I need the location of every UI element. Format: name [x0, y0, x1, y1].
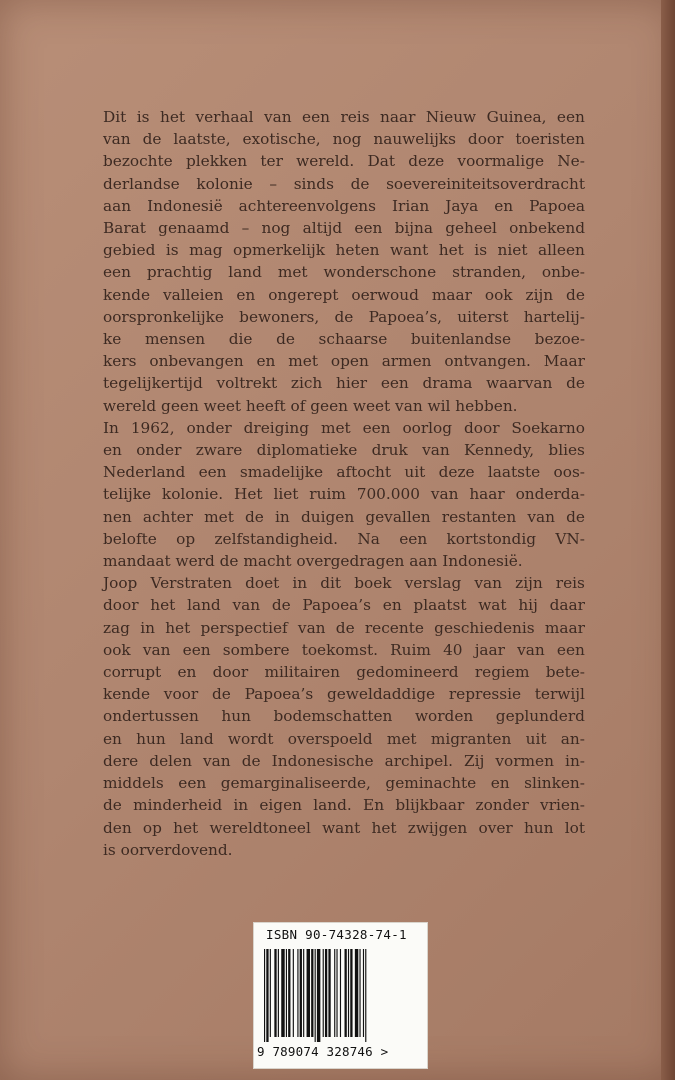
- blurb-line: derlandse kolonie – sinds de soevereiniteitsoverdracht: [103, 174, 585, 193]
- blurb-line: ke mensen die de schaarse buitenlandse bezoe-: [103, 330, 585, 349]
- blurb-line: middels een gemarginaliseerde, geminachte en slinken-: [103, 774, 585, 793]
- blurb-line: kers onbevangen en met open armen ontvangen. Maar: [103, 352, 585, 371]
- blurb-line: dere delen van de Indonesische archipel. Zij vormen in-: [103, 751, 585, 770]
- blurb-line: een prachtig land met wonderschone stranden, onbe-: [103, 263, 585, 282]
- blurb-line: Nederland een smadelijke aftocht uit deze laatste oos-: [103, 463, 585, 482]
- blurb-line: de minderheid in eigen land. En blijkbaar zonder vrien-: [103, 796, 585, 815]
- blurb-line: telijke kolonie. Het liet ruim 700.000 van haar onderda-: [103, 485, 585, 504]
- blurb-line: tegelijkertijd voltrekt zich hier een drama waarvan de: [103, 374, 585, 393]
- blurb-line: Barat genaamd – nog altijd een bijna geheel onbekend: [103, 219, 585, 238]
- blurb-line: is oorverdovend.: [103, 840, 233, 859]
- blurb-line: ook van een sombere toekomst. Ruim 40 jaar van een: [103, 640, 585, 659]
- blurb-line: van de laatste, exotische, nog nauwelijks door toeristen: [103, 130, 585, 149]
- blurb-text: [103, 106, 585, 861]
- blurb-line: gebied is mag opmerkelijk heten want het is niet alleen: [103, 241, 585, 260]
- blurb-line: Joop Verstraten doet in dit boek verslag van zijn reis: [103, 574, 585, 593]
- blurb-line: oorspronkelijke bewoners, de Papoea’s, uiterst hartelij-: [103, 307, 585, 326]
- blurb-line: nen achter met de in duigen gevallen restanten van de: [103, 507, 585, 526]
- blurb-line: en onder zware diplomatieke druk van Kennedy, blies: [103, 441, 585, 460]
- blurb-line: aan Indonesië achtereenvolgens Irian Jaya en Papoea: [103, 196, 585, 215]
- blurb-line: wereld geen weet heeft of geen weet van wil hebben.: [103, 396, 518, 415]
- blurb-line: kende voor de Papoea’s geweldaddige repressie terwijl: [103, 685, 585, 704]
- barcode-label: [253, 922, 428, 1069]
- blurb-line: kende valleien en ongerept oerwoud maar ook zijn de: [103, 285, 585, 304]
- blurb-line: corrupt en door militairen gedomineerd regiem bete-: [103, 663, 585, 682]
- blurb-line: Dit is het verhaal van een reis naar Nieuw Guinea, een: [103, 108, 585, 126]
- blurb-line: belofte op zelfstandigheid. Na een kortstondig VN-: [103, 529, 585, 548]
- ean-number: 9 789074 328746 >: [257, 1044, 389, 1059]
- blurb-line: door het land van de Papoea’s en plaatst wat hij daar: [103, 596, 585, 615]
- blurb-line: In 1962, onder dreiging met een oorlog door Soekarno: [103, 418, 585, 437]
- blurb-line: den op het wereldtoneel want het zwijgen over hun lot: [103, 818, 585, 837]
- blurb-line: zag in het perspectief van de recente geschiedenis maar: [103, 618, 585, 637]
- blurb-line: bezochte plekken ter wereld. Dat deze voormalige Ne-: [103, 152, 585, 171]
- cover-edge: [661, 0, 675, 1080]
- blurb-line: ondertussen hun bodemschatten worden geplunderd: [103, 707, 585, 726]
- barcode-icon: [262, 949, 419, 1042]
- isbn-number: ISBN 90-74328-74-1: [266, 927, 407, 942]
- blurb-line: mandaat werd de macht overgedragen aan Indonesië.: [103, 552, 523, 571]
- blurb-line: en hun land wordt overspoeld met migranten uit an-: [103, 729, 585, 748]
